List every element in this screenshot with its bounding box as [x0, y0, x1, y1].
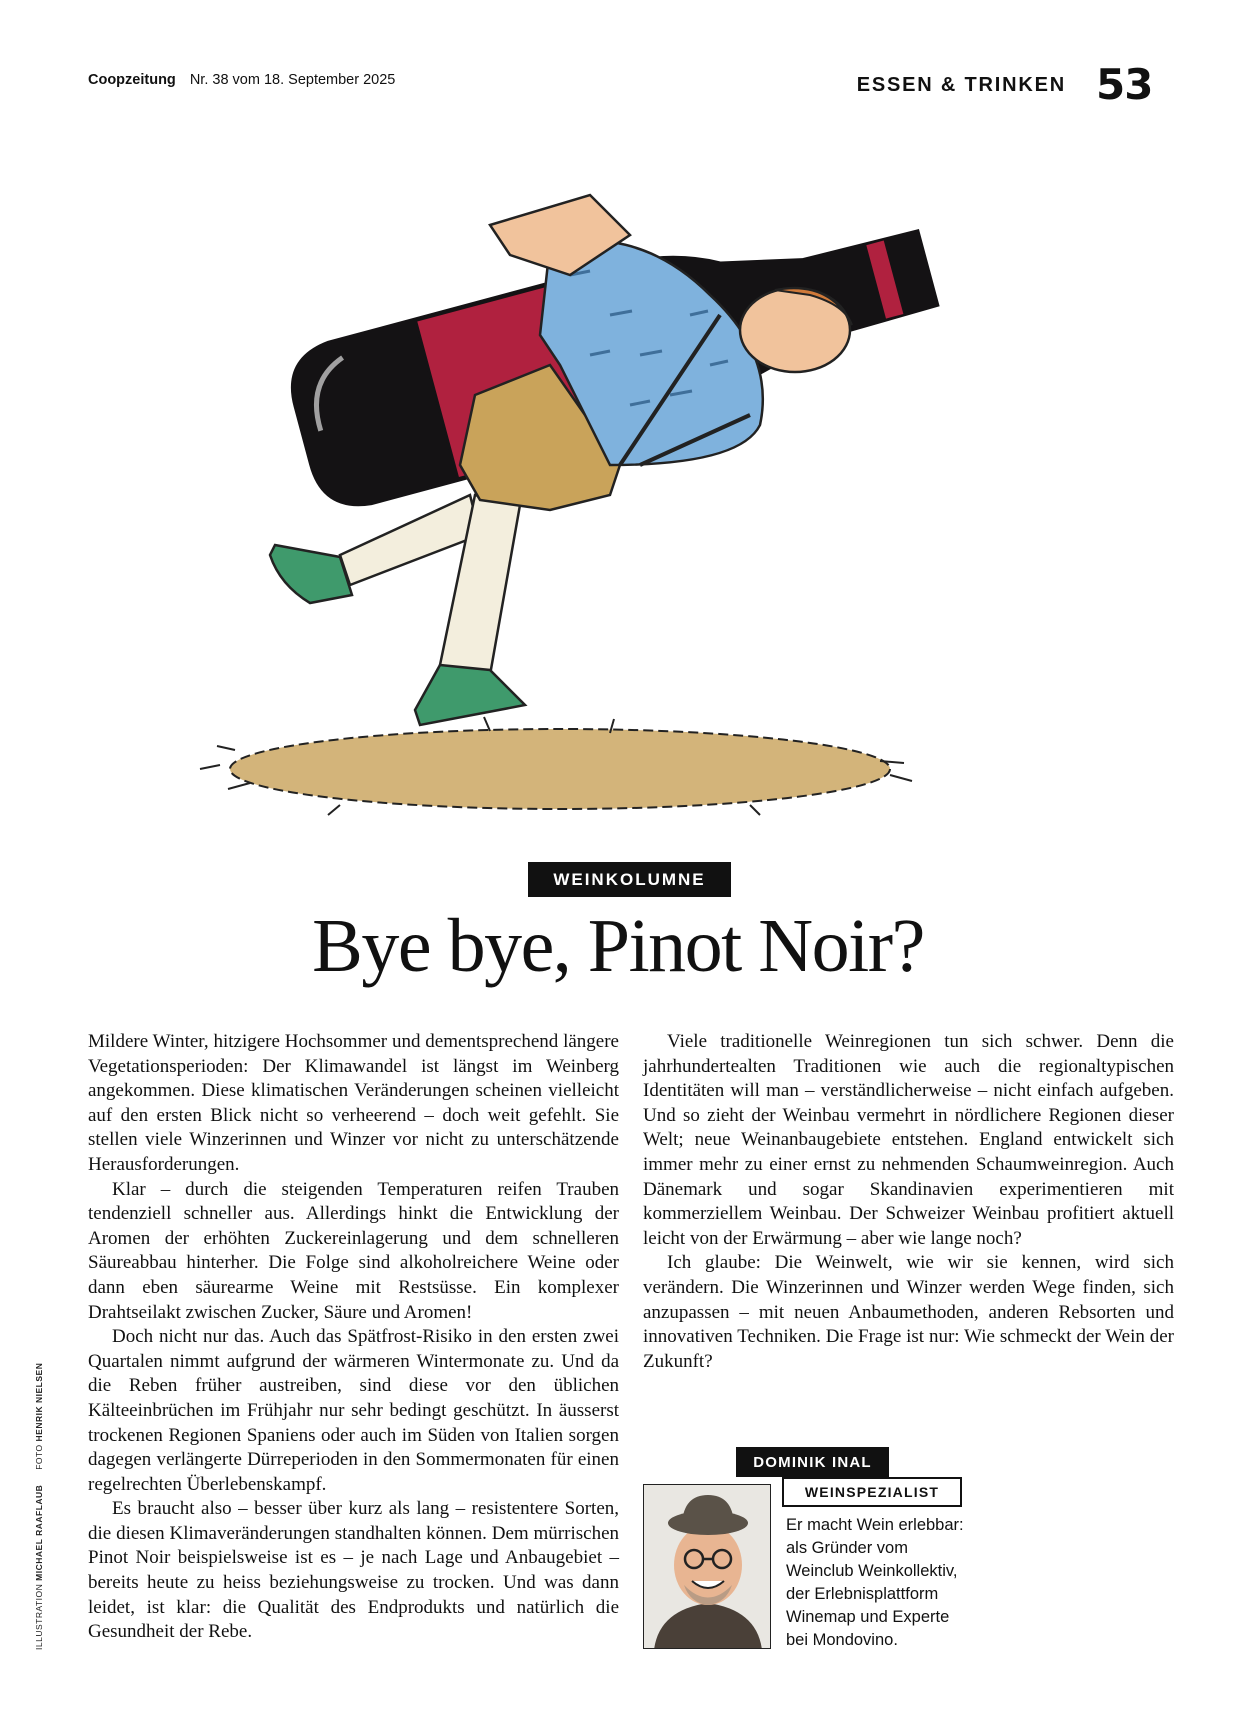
bio-line: Winemap und Experte	[786, 1608, 950, 1626]
photo-label: FOTO	[34, 1444, 44, 1470]
paragraph: Viele traditionelle Weinregionen tun sich schwer. Denn die jahrhundertealten Traditionen wie auch die regionaltypischen Identitäten will man – verständlicherweise – nicht einfach aufgeben. Und so zieht der Weinbau vermehrt in nördlichere Regionen dieser Welt; neue Weinanbaugebiete entstehen. England entwickelt sich immer mehr zu einer ernst zu nehmenden Schaumweinregion. Auch Dänemark und sogar Skandinavien experimentieren mit kommerziellem Weinbau. Der Schweizer Weinbau profitiert aktuell leicht von der Erwärmung – aber wie lange noch?	[643, 1031, 1174, 1249]
paragraph: Es braucht also – besser über kurz als lang – resistentere Sorten, die diesen Klimaveränderungen standhalten können. Dem mürrischen Pinot Noir beispielsweise ist es – je nach Lage und Anbaugebiet – bereits heute zu heiss beziehungsweise zu trocken. Und was dann leidet, ist klar: die Qualität des Endprodukts und natürlich die Gesundheit der Rebe.	[88, 1498, 619, 1643]
issue-info: Nr. 38 vom 18. September 2025	[189, 72, 396, 88]
author-photo	[643, 1484, 771, 1649]
paragraph: Mildere Winter, hitzigere Hochsommer und dementsprechend längere Vegetationsperioden: Der Klimawandel ist längst im Weinberg angekommen. Diese klimatischen Veränderungen scheinen vielleicht auf den ersten Blick nicht so verheerend – doch weit gefehlt. Sie stellen viele Winzerinnen und Winzer vor nicht zu unterschätzende Herausforderungen.	[88, 1031, 619, 1175]
paragraph: Ich glaube: Die Weinwelt, wie wir sie kennen, wird sich verändern. Die Winzerinnen und Winzer werden Wege finden, sich anzupassen – mit neuen Anbaumethoden, anderen Rebsorten und innovativen Techniken. Die Frage ist nur: Wie schmeckt der Wein der Zukunft?	[643, 1252, 1174, 1372]
illustration-man-carrying-wine-bottle	[190, 165, 950, 845]
column-kicker: WEINKOLUMNE	[528, 862, 731, 897]
ground-patch	[200, 717, 912, 815]
bio-line: Er macht Wein erlebbar:	[786, 1516, 964, 1534]
article-column-right	[643, 1030, 1174, 1374]
bio-line: bei Mondovino.	[786, 1631, 898, 1649]
illustration-label: ILLUSTRATION	[34, 1583, 44, 1650]
author-role-badge: WEINSPEZIALIST	[782, 1477, 962, 1507]
article-column-left	[88, 1030, 619, 1645]
photographer-name: HENRIK NIELSEN	[34, 1362, 44, 1442]
author-name-badge: DOMINIK INAL	[736, 1447, 889, 1477]
brand-name: Coopzeitung	[88, 72, 176, 88]
author-portrait	[644, 1485, 771, 1649]
bio-line: der Erlebnisplattform	[786, 1585, 939, 1603]
article-title: Bye bye, Pinot Noir?	[312, 904, 924, 988]
masthead	[88, 72, 395, 88]
paragraph: Doch nicht nur das. Auch das Spätfrost-Risiko in den ersten zwei Quartalen nimmt aufgrund der wärmeren Wintermonate zu. Und da die Reben früher austreiben, sind diese vor den üblichen Kälteeinbrüchen im Frühjahr nur sehr bedingt geschützt. In äusserst trockenen Regionen Spaniens oder auch im Süden von Italien sorgen dagegen verlängerte Dürreperioden in den Sommermonaten für einen regelrechten Überlebenskampf.	[88, 1326, 619, 1495]
page-number: 53	[1096, 60, 1153, 109]
author-bio	[786, 1514, 986, 1652]
bio-line: Weinclub Weinkollektiv,	[786, 1562, 958, 1580]
section-label: ESSEN & TRINKEN	[856, 74, 1066, 96]
paragraph: Klar – durch die steigenden Temperaturen reifen Trauben tendenziell schneller aus. Allerdings hinkt die Entwicklung der Aromen der erhöhten Zuckereinlagerung und dem schnelleren Säureabbau hinterher. Die Folge sind alkoholreichere Weine oder dann eben säurearme Weine mit Restsüsse. Ein komplexer Drahtseilakt zwischen Zucker, Säure und Aromen!	[88, 1178, 619, 1323]
bio-line: als Gründer vom	[786, 1539, 908, 1557]
back-leg	[270, 495, 480, 603]
head	[740, 288, 852, 372]
image-credits	[34, 1351, 44, 1650]
illustrator-name: MICHAEL RAAFLAUB	[34, 1484, 44, 1581]
